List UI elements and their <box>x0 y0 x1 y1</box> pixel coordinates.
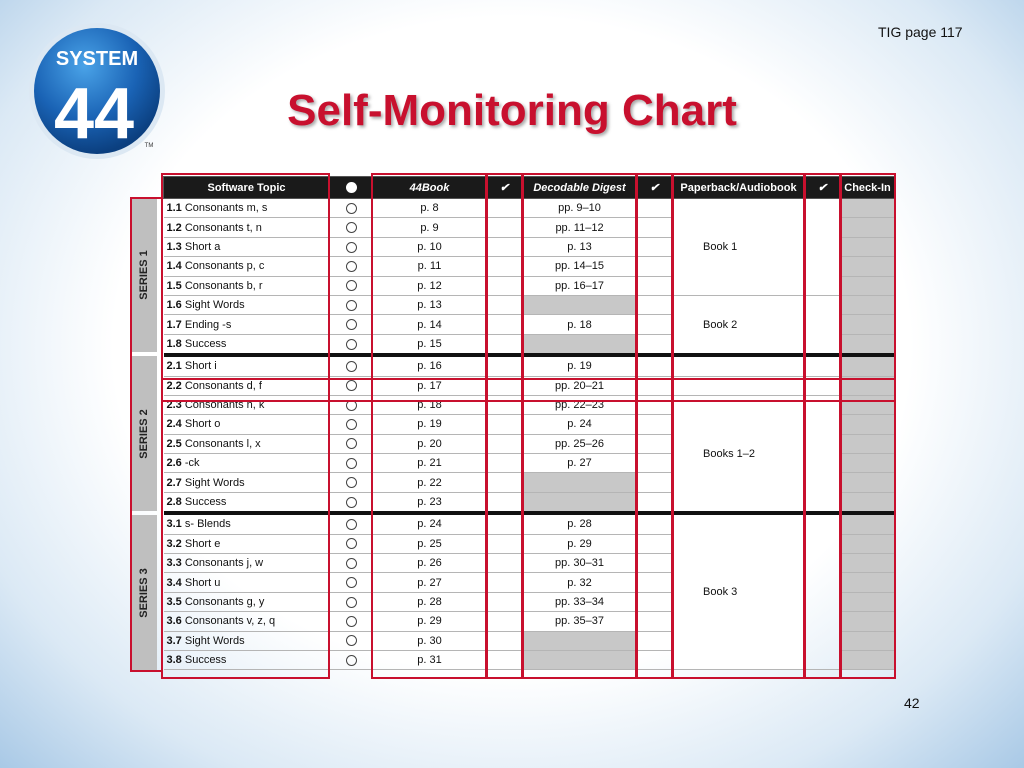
paperback-check-cell[interactable] <box>805 355 841 376</box>
topic-number: 1.5 <box>166 279 182 292</box>
44book-check-cell[interactable] <box>487 257 523 276</box>
table-row <box>164 513 895 534</box>
topic-name: Consonants v, z, q <box>184 615 276 628</box>
progress-circle-icon[interactable] <box>346 319 357 330</box>
progress-circle-cell[interactable] <box>330 534 373 553</box>
progress-circle-icon[interactable] <box>346 339 357 350</box>
topic-cell <box>164 513 330 534</box>
digest-page-cell: p. 24 <box>523 415 637 434</box>
progress-circle-icon[interactable] <box>346 477 357 488</box>
topic-cell <box>164 631 330 650</box>
progress-circle-icon[interactable] <box>346 616 357 627</box>
topic-number: 3.8 <box>166 654 182 667</box>
progress-circle-icon[interactable] <box>346 400 357 411</box>
progress-circle-icon[interactable] <box>346 419 357 430</box>
progress-circle-cell[interactable] <box>330 415 373 434</box>
progress-circle-cell[interactable] <box>330 355 373 376</box>
topic-name: Consonants j, w <box>184 557 264 570</box>
series-label-1 <box>130 197 157 352</box>
check-in-cell[interactable] <box>841 573 895 592</box>
44book-page-cell: p. 26 <box>373 554 487 573</box>
topic-cell <box>164 199 330 218</box>
progress-circle-icon[interactable] <box>346 203 357 214</box>
digest-page-cell: pp. 33–34 <box>523 592 637 611</box>
44book-page-cell: p. 12 <box>373 276 487 295</box>
topic-cell <box>164 592 330 611</box>
paperback-cell <box>673 376 805 395</box>
digest-check-cell[interactable] <box>637 315 673 334</box>
progress-circle-cell[interactable] <box>330 473 373 492</box>
self-monitoring-chart <box>130 173 896 681</box>
topic-cell <box>164 415 330 434</box>
44book-check-cell[interactable] <box>487 199 523 218</box>
progress-circle-icon[interactable] <box>346 635 357 646</box>
44book-page-cell: p. 23 <box>373 492 487 513</box>
digest-check-cell[interactable] <box>637 492 673 513</box>
check-in-cell[interactable] <box>841 631 895 650</box>
topic-cell <box>164 257 330 276</box>
44book-check-cell[interactable] <box>487 534 523 553</box>
progress-circle-cell[interactable] <box>330 395 373 414</box>
44book-page-cell: p. 18 <box>373 395 487 414</box>
digest-page-cell: p. 27 <box>523 454 637 473</box>
topic-name: Consonants h, k <box>184 399 265 412</box>
check-in-cell[interactable] <box>841 237 895 256</box>
digest-check-cell[interactable] <box>637 295 673 314</box>
44book-check-cell[interactable] <box>487 492 523 513</box>
digest-page-cell <box>523 334 637 355</box>
progress-circle-icon[interactable] <box>346 280 357 291</box>
progress-circle-cell[interactable] <box>330 592 373 611</box>
topic-name: Short a <box>184 240 221 253</box>
digest-page-cell: pp. 30–31 <box>523 554 637 573</box>
topic-number: 3.6 <box>166 615 182 628</box>
topic-name: Success <box>184 496 227 509</box>
progress-circle-cell[interactable] <box>330 513 373 534</box>
col-decodable-digest: Decodable Digest <box>523 177 637 199</box>
progress-circle-cell[interactable] <box>330 295 373 314</box>
monitoring-table <box>163 176 895 670</box>
digest-page-cell <box>523 295 637 314</box>
check-in-cell[interactable] <box>841 534 895 553</box>
check-in-cell[interactable] <box>841 650 895 669</box>
tig-page-reference: TIG page 117 <box>878 24 963 40</box>
digest-page-cell: pp. 22–23 <box>523 395 637 414</box>
topic-number: 1.3 <box>166 240 182 253</box>
topic-cell <box>164 612 330 631</box>
check-in-cell[interactable] <box>841 295 895 314</box>
44book-check-cell[interactable] <box>487 276 523 295</box>
topic-number: 2.6 <box>166 457 182 470</box>
44book-check-cell[interactable] <box>487 334 523 355</box>
digest-page-cell: pp. 11–12 <box>523 218 637 237</box>
44book-check-cell[interactable] <box>487 295 523 314</box>
topic-number: 3.1 <box>166 518 182 531</box>
topic-cell <box>164 355 330 376</box>
44book-page-cell: p. 11 <box>373 257 487 276</box>
44book-page-cell: p. 30 <box>373 631 487 650</box>
check-in-cell[interactable] <box>841 592 895 611</box>
progress-circle-icon[interactable] <box>346 597 357 608</box>
44book-check-cell[interactable] <box>487 395 523 414</box>
digest-page-cell: p. 13 <box>523 237 637 256</box>
topic-cell <box>164 434 330 453</box>
table-row <box>164 199 895 218</box>
topic-cell <box>164 218 330 237</box>
digest-check-cell[interactable] <box>637 473 673 492</box>
digest-page-cell <box>523 650 637 669</box>
44book-check-cell[interactable] <box>487 573 523 592</box>
progress-circle-cell[interactable] <box>330 573 373 592</box>
digest-check-cell[interactable] <box>637 554 673 573</box>
44book-page-cell: p. 13 <box>373 295 487 314</box>
digest-check-cell[interactable] <box>637 355 673 376</box>
digest-check-cell[interactable] <box>637 257 673 276</box>
digest-page-cell: pp. 9–10 <box>523 199 637 218</box>
topic-name: s- Blends <box>184 518 231 531</box>
44book-check-cell[interactable] <box>487 650 523 669</box>
col-check-2: ✔ <box>637 177 673 199</box>
series-label-text: SERIES 1 <box>137 249 150 300</box>
progress-circle-icon[interactable] <box>346 261 357 272</box>
44book-check-cell[interactable] <box>487 434 523 453</box>
progress-circle-cell[interactable] <box>330 334 373 355</box>
progress-circle-cell[interactable] <box>330 631 373 650</box>
digest-page-cell: pp. 25–26 <box>523 434 637 453</box>
table-row <box>164 376 895 395</box>
paperback-cell: Books 1–2 <box>673 395 805 513</box>
44book-check-cell[interactable] <box>487 237 523 256</box>
digest-page-cell: pp. 35–37 <box>523 612 637 631</box>
topic-cell <box>164 315 330 334</box>
topic-cell <box>164 573 330 592</box>
topic-cell <box>164 554 330 573</box>
topic-cell <box>164 454 330 473</box>
topic-cell <box>164 276 330 295</box>
topic-cell <box>164 534 330 553</box>
digest-check-cell[interactable] <box>637 513 673 534</box>
col-check-3: ✔ <box>805 177 841 199</box>
digest-check-cell[interactable] <box>637 534 673 553</box>
digest-check-cell[interactable] <box>637 631 673 650</box>
44book-check-cell[interactable] <box>487 315 523 334</box>
topic-number: 1.7 <box>166 318 182 331</box>
topic-number: 2.8 <box>166 496 182 509</box>
topic-name: Sight Words <box>184 476 245 489</box>
digest-page-cell <box>523 473 637 492</box>
44book-page-cell: p. 31 <box>373 650 487 669</box>
digest-check-cell[interactable] <box>637 334 673 355</box>
circle-icon <box>346 182 357 193</box>
check-in-cell[interactable] <box>841 315 895 334</box>
paperback-check-cell[interactable] <box>805 376 841 395</box>
topic-name: Short i <box>184 360 217 373</box>
44book-page-cell: p. 16 <box>373 355 487 376</box>
digest-check-cell[interactable] <box>637 376 673 395</box>
progress-circle-icon[interactable] <box>346 577 357 588</box>
series-label-text: SERIES 3 <box>137 568 150 618</box>
progress-circle-cell[interactable] <box>330 454 373 473</box>
topic-number: 2.3 <box>166 399 182 412</box>
digest-check-cell[interactable] <box>637 218 673 237</box>
topic-name: Sight Words <box>184 299 245 312</box>
table-row <box>164 355 895 376</box>
check-in-cell[interactable] <box>841 334 895 355</box>
44book-page-cell: p. 9 <box>373 218 487 237</box>
44book-page-cell: p. 29 <box>373 612 487 631</box>
digest-check-cell[interactable] <box>637 573 673 592</box>
topic-number: 3.4 <box>166 576 182 589</box>
paperback-check-cell[interactable] <box>805 395 841 513</box>
paperback-check-cell[interactable] <box>805 513 841 670</box>
progress-circle-cell[interactable] <box>330 315 373 334</box>
logo-number: 44 <box>53 74 135 154</box>
progress-circle-icon[interactable] <box>346 222 357 233</box>
44book-page-cell: p. 20 <box>373 434 487 453</box>
topic-name: Consonants p, c <box>184 260 265 273</box>
check-in-cell[interactable] <box>841 355 895 376</box>
44book-page-cell: p. 22 <box>373 473 487 492</box>
digest-page-cell: p. 29 <box>523 534 637 553</box>
topic-number: 3.3 <box>166 557 182 570</box>
digest-check-cell[interactable] <box>637 612 673 631</box>
check-in-cell[interactable] <box>841 376 895 395</box>
col-check-1: ✔ <box>487 177 523 199</box>
paperback-cell: Book 1 <box>673 199 805 296</box>
44book-check-cell[interactable] <box>487 415 523 434</box>
44book-check-cell[interactable] <box>487 376 523 395</box>
44book-page-cell: p. 25 <box>373 534 487 553</box>
progress-circle-icon[interactable] <box>346 458 357 469</box>
topic-number: 2.4 <box>166 418 182 431</box>
digest-check-cell[interactable] <box>637 276 673 295</box>
digest-page-cell: p. 28 <box>523 513 637 534</box>
digest-check-cell[interactable] <box>637 237 673 256</box>
topic-cell <box>164 650 330 669</box>
check-in-cell[interactable] <box>841 257 895 276</box>
44book-page-cell: p. 24 <box>373 513 487 534</box>
check-in-cell[interactable] <box>841 612 895 631</box>
progress-circle-cell[interactable] <box>330 199 373 218</box>
44book-check-cell[interactable] <box>487 454 523 473</box>
progress-circle-cell[interactable] <box>330 554 373 573</box>
44book-page-cell: p. 28 <box>373 592 487 611</box>
paperback-check-cell[interactable] <box>805 199 841 296</box>
44book-check-cell[interactable] <box>487 592 523 611</box>
topic-cell <box>164 295 330 314</box>
progress-circle-icon[interactable] <box>346 380 357 391</box>
44book-page-cell: p. 14 <box>373 315 487 334</box>
col-check-in: Check-In <box>841 177 895 199</box>
logo-word: SYSTEM <box>55 48 139 70</box>
table-row <box>164 295 895 314</box>
progress-circle-cell[interactable] <box>330 612 373 631</box>
table-header-row <box>164 177 895 199</box>
topic-number: 1.6 <box>166 299 182 312</box>
44book-check-cell[interactable] <box>487 612 523 631</box>
progress-circle-cell[interactable] <box>330 650 373 669</box>
logo-tm: TM <box>144 143 154 149</box>
progress-circle-icon[interactable] <box>346 300 357 311</box>
topic-name: Ending -s <box>184 318 232 331</box>
progress-circle-icon[interactable] <box>346 655 357 666</box>
44book-page-cell: p. 8 <box>373 199 487 218</box>
digest-page-cell: p. 18 <box>523 315 637 334</box>
progress-circle-icon[interactable] <box>346 558 357 569</box>
topic-name: Consonants d, f <box>184 379 262 392</box>
topic-name: Consonants g, y <box>184 596 265 608</box>
topic-number: 1.8 <box>166 337 182 350</box>
progress-circle-cell[interactable] <box>330 276 373 295</box>
topic-number: 3.2 <box>166 537 182 550</box>
digest-page-cell: pp. 16–17 <box>523 276 637 295</box>
topic-name: Consonants l, x <box>184 437 261 450</box>
series-label-3 <box>130 515 157 670</box>
check-in-cell[interactable] <box>841 415 895 434</box>
44book-page-cell: p. 10 <box>373 237 487 256</box>
44book-page-cell: p. 21 <box>373 454 487 473</box>
series-label-text: SERIES 2 <box>137 409 150 459</box>
digest-check-cell[interactable] <box>637 395 673 414</box>
topic-cell <box>164 376 330 395</box>
topic-number: 1.2 <box>166 221 182 234</box>
topic-name: Success <box>184 337 227 350</box>
check-in-cell[interactable] <box>841 554 895 573</box>
progress-circle-icon[interactable] <box>346 497 357 508</box>
digest-check-cell[interactable] <box>637 592 673 611</box>
progress-circle-cell[interactable] <box>330 218 373 237</box>
check-in-cell[interactable] <box>841 473 895 492</box>
topic-name: Consonants m, s <box>184 202 268 215</box>
paperback-cell <box>673 355 805 376</box>
progress-circle-cell[interactable] <box>330 237 373 256</box>
paperback-check-cell[interactable] <box>805 295 841 355</box>
digest-page-cell: p. 19 <box>523 355 637 376</box>
digest-check-cell[interactable] <box>637 199 673 218</box>
digest-page-cell: p. 32 <box>523 573 637 592</box>
table-row <box>164 395 895 414</box>
progress-circle-icon[interactable] <box>346 361 357 372</box>
44book-check-cell[interactable] <box>487 218 523 237</box>
digest-page-cell <box>523 492 637 513</box>
digest-check-cell[interactable] <box>637 454 673 473</box>
col-44book: 44Book <box>373 177 487 199</box>
44book-page-cell: p. 15 <box>373 334 487 355</box>
digest-page-cell <box>523 631 637 650</box>
check-in-cell[interactable] <box>841 218 895 237</box>
topic-name: Short o <box>184 418 221 431</box>
topic-number: 3.5 <box>166 596 182 608</box>
progress-circle-icon[interactable] <box>346 519 357 530</box>
topic-number: 3.7 <box>166 634 182 647</box>
topic-cell <box>164 492 330 513</box>
44book-check-cell[interactable] <box>487 513 523 534</box>
topic-number: 2.2 <box>166 379 182 392</box>
digest-check-cell[interactable] <box>637 650 673 669</box>
digest-page-cell: pp. 14–15 <box>523 257 637 276</box>
progress-circle-cell[interactable] <box>330 257 373 276</box>
check-in-cell[interactable] <box>841 513 895 534</box>
page-title: Self-Monitoring Chart <box>287 86 737 135</box>
topic-number: 2.5 <box>166 437 182 450</box>
progress-circle-cell[interactable] <box>330 376 373 395</box>
topic-number: 1.1 <box>166 202 182 215</box>
progress-circle-cell[interactable] <box>330 434 373 453</box>
check-in-cell[interactable] <box>841 395 895 414</box>
progress-circle-icon[interactable] <box>346 438 357 449</box>
topic-name: Short e <box>184 537 221 550</box>
44book-check-cell[interactable] <box>487 631 523 650</box>
paperback-cell: Book 2 <box>673 295 805 355</box>
topic-number: 1.4 <box>166 260 182 273</box>
topic-name: Consonants t, n <box>184 221 262 234</box>
progress-circle-icon[interactable] <box>346 538 357 549</box>
topic-cell <box>164 473 330 492</box>
topic-name: -ck <box>184 457 200 470</box>
check-in-cell[interactable] <box>841 276 895 295</box>
44book-page-cell: p. 17 <box>373 376 487 395</box>
topic-name: Short u <box>184 576 221 589</box>
44book-check-cell[interactable] <box>487 554 523 573</box>
paperback-cell: Book 3 <box>673 513 805 670</box>
topic-number: 2.1 <box>166 360 182 373</box>
topic-name: Consonants b, r <box>184 279 263 292</box>
digest-check-cell[interactable] <box>637 415 673 434</box>
topic-name: Success <box>184 654 227 667</box>
col-software-topic: Software Topic <box>164 177 330 199</box>
check-in-cell[interactable] <box>841 199 895 218</box>
progress-circle-cell[interactable] <box>330 492 373 513</box>
topic-number: 2.7 <box>166 476 182 489</box>
col-paperback-audiobook: Paperback/Audiobook <box>673 177 805 199</box>
series-label-2 <box>130 356 157 511</box>
44book-check-cell[interactable] <box>487 473 523 492</box>
topic-cell <box>164 237 330 256</box>
topic-name: Sight Words <box>184 634 245 647</box>
topic-cell <box>164 395 330 414</box>
44book-page-cell: p. 19 <box>373 415 487 434</box>
check-in-cell[interactable] <box>841 434 895 453</box>
digest-page-cell: pp. 20–21 <box>523 376 637 395</box>
check-in-cell[interactable] <box>841 492 895 513</box>
44book-check-cell[interactable] <box>487 355 523 376</box>
44book-page-cell: p. 27 <box>373 573 487 592</box>
digest-check-cell[interactable] <box>637 434 673 453</box>
col-circle <box>330 177 373 199</box>
check-in-cell[interactable] <box>841 454 895 473</box>
page-number: 42 <box>904 695 920 711</box>
progress-circle-icon[interactable] <box>346 242 357 253</box>
topic-cell <box>164 334 330 355</box>
